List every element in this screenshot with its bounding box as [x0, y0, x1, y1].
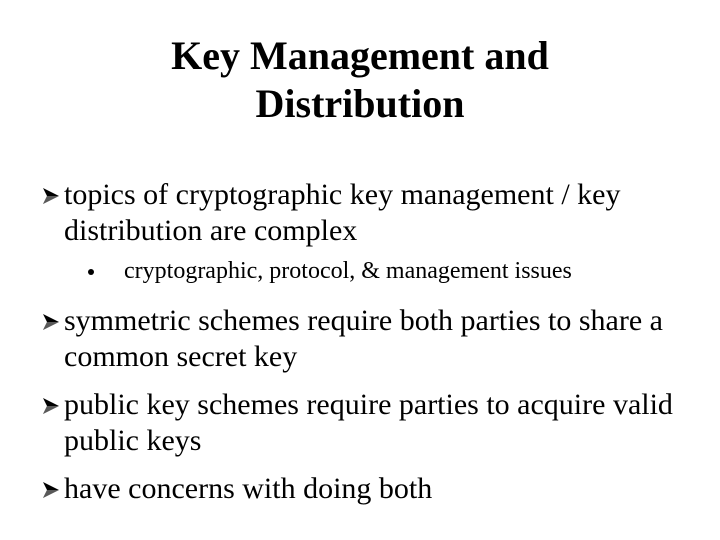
- title-line-2: Distribution: [255, 81, 465, 126]
- bullet-item: [42, 387, 684, 459]
- bullet-item: [42, 303, 684, 375]
- arrow-bullet-icon: [42, 397, 60, 415]
- bullet-text: topics of cryptographic key management / key distribution are complex: [64, 178, 621, 247]
- sub-bullet-text: cryptographic, protocol, & management issues: [124, 258, 572, 284]
- bullet-text: have concerns with doing both: [64, 472, 433, 505]
- bullet-text: public key schemes require parties to acquire valid public keys: [64, 388, 673, 457]
- sub-bullet-item: [88, 256, 572, 286]
- arrow-bullet-icon: [42, 481, 60, 499]
- arrow-bullet-icon: [42, 313, 60, 331]
- arrow-bullet-icon: [42, 187, 60, 205]
- dot-bullet-icon: [88, 269, 94, 275]
- bullet-item: [42, 471, 684, 507]
- title-line-1: Key Management and: [171, 33, 549, 78]
- page-title: [60, 32, 660, 128]
- bullet-text: symmetric schemes require both parties to share a common secret key: [64, 304, 663, 373]
- bullet-item: [42, 177, 684, 249]
